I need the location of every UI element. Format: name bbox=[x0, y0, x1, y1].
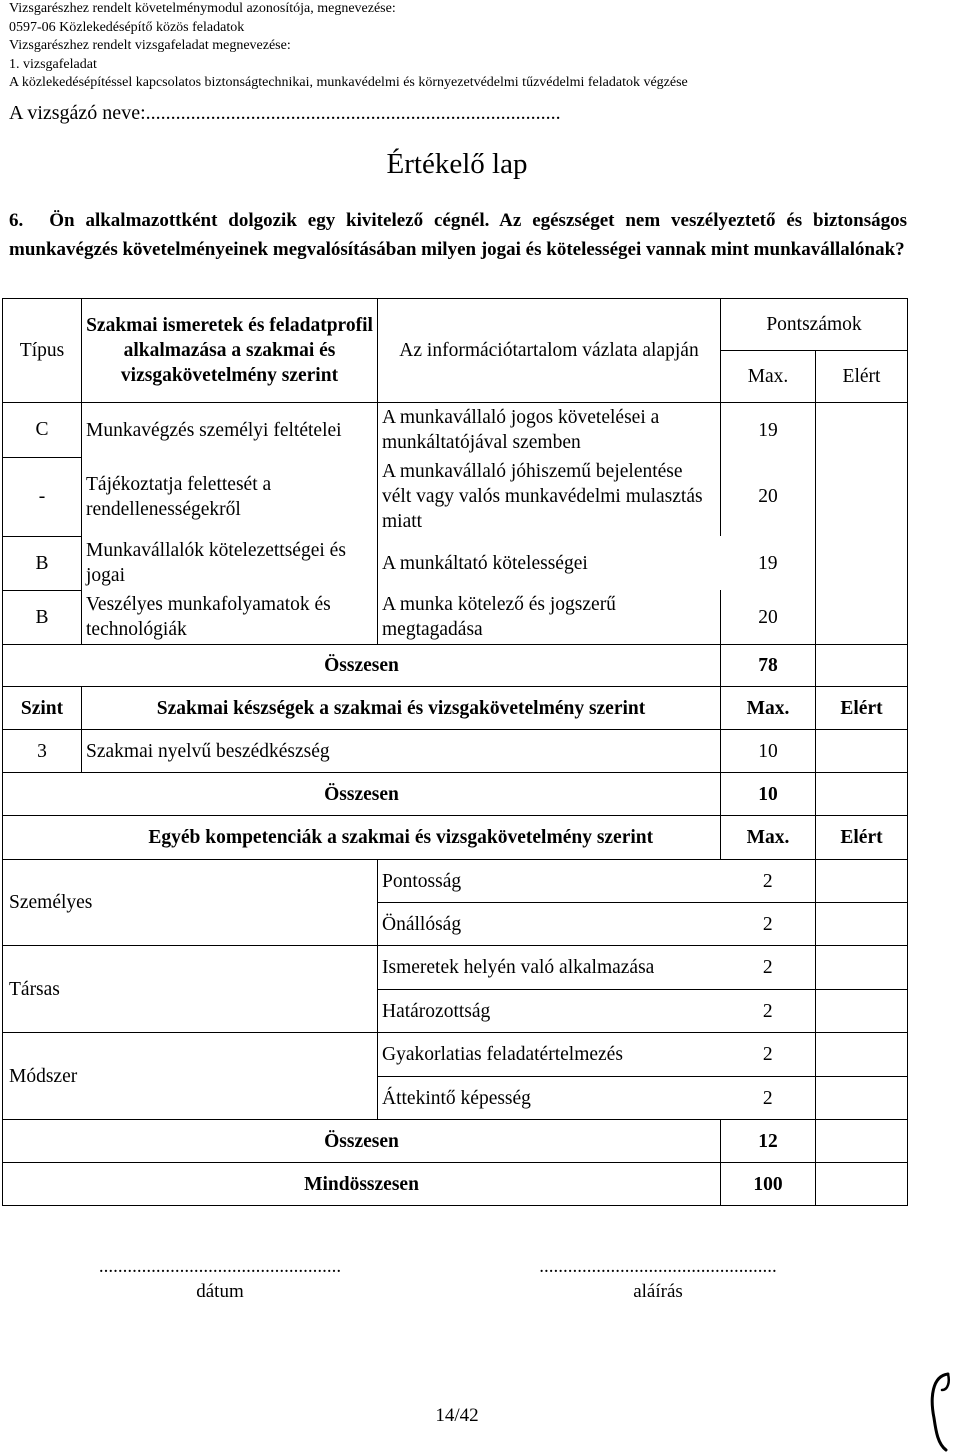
page-title: Értékelő lap bbox=[386, 148, 528, 180]
skills-total-label: Összesen bbox=[3, 773, 721, 816]
row-max: 19 bbox=[721, 536, 816, 590]
col-type-header: Típus bbox=[3, 299, 82, 403]
document-header bbox=[9, 0, 688, 93]
item-max: 2 bbox=[721, 1077, 816, 1120]
table-row bbox=[3, 730, 908, 773]
item-achieved[interactable] bbox=[816, 946, 908, 990]
skill-level: 3 bbox=[3, 730, 82, 773]
header-line-1: Vizsgarészhez rendelt követelménymodul azonosítója, megnevezése: bbox=[9, 1, 396, 16]
item-max: 2 bbox=[721, 903, 816, 946]
skills-max-header: Max. bbox=[721, 687, 816, 730]
row-profile: Tájékoztatja felettesét a rendellenességekről bbox=[82, 457, 378, 536]
table-row bbox=[3, 590, 908, 645]
table-row bbox=[3, 946, 908, 990]
group-method: Módszer bbox=[3, 1033, 378, 1120]
group-personal: Személyes bbox=[3, 860, 378, 946]
date-signature-block bbox=[80, 1254, 360, 1304]
item-achieved[interactable] bbox=[816, 990, 908, 1033]
knowledge-total-achieved[interactable] bbox=[816, 645, 908, 687]
item-achieved[interactable] bbox=[816, 860, 908, 903]
item-name: Önállóság bbox=[378, 903, 721, 946]
grand-total-row bbox=[3, 1163, 908, 1206]
header-line-2: 0597-06 Közlekedésépítő közös feladatok bbox=[9, 19, 245, 35]
item-achieved[interactable] bbox=[816, 903, 908, 946]
signature-block bbox=[518, 1254, 798, 1304]
date-dots: ................................................... bbox=[98, 1256, 342, 1277]
other-title: Egyéb kompetenciák a szakmai és vizsgakövetelmény szerint bbox=[82, 816, 721, 860]
evaluation-table bbox=[2, 298, 908, 1206]
signature-dots: .................................................. bbox=[539, 1256, 777, 1277]
table-row bbox=[3, 536, 908, 590]
item-name: Pontosság bbox=[378, 860, 721, 903]
row-profile: Munkavégzés személyi feltételei bbox=[82, 403, 378, 458]
row-type: C bbox=[3, 403, 82, 458]
item-achieved[interactable] bbox=[816, 1033, 908, 1077]
skills-header-row bbox=[3, 687, 908, 730]
row-type: B bbox=[3, 536, 82, 590]
question-number: 6. bbox=[9, 210, 24, 231]
date-label: dátum bbox=[196, 1281, 244, 1302]
table-row bbox=[3, 1033, 908, 1077]
grand-total-value: 100 bbox=[721, 1163, 816, 1206]
row-info: A munkavállaló jóhiszemű bejelentése vélt vagy valós munkavédelmi mulasztás miatt bbox=[378, 457, 721, 536]
knowledge-total-label: Összesen bbox=[3, 645, 721, 687]
group-social: Társas bbox=[3, 946, 378, 1033]
grand-total-label: Mindösszesen bbox=[3, 1163, 721, 1206]
item-name: Határozottság bbox=[378, 990, 721, 1033]
item-max: 2 bbox=[721, 946, 816, 990]
table-row bbox=[3, 457, 908, 536]
row-type: - bbox=[3, 457, 82, 536]
col-profile-header: Szakmai ismeretek és feladatprofil alkalmazása a szakmai és vizsgakövetelmény szerint bbox=[82, 299, 378, 403]
skills-total-row bbox=[3, 773, 908, 816]
item-name: Gyakorlatias feladatértelmezés bbox=[378, 1033, 721, 1077]
knowledge-total-value: 78 bbox=[721, 645, 816, 687]
skill-name: Szakmai nyelvű beszédkészség bbox=[82, 730, 721, 773]
skills-total-value: 10 bbox=[721, 773, 816, 816]
col-achieved-header: Elért bbox=[816, 351, 908, 403]
col-info-header: Az információtartalom vázlata alapján bbox=[378, 299, 721, 403]
item-name: Ismeretek helyén való alkalmazása bbox=[378, 946, 721, 990]
item-name: Áttekintő képesség bbox=[378, 1077, 721, 1120]
row-info: A munka kötelező és jogszerű megtagadása bbox=[378, 590, 721, 645]
row-achieved[interactable] bbox=[816, 457, 908, 536]
knowledge-header-row bbox=[3, 299, 908, 351]
skills-total-achieved[interactable] bbox=[816, 773, 908, 816]
col-max-header: Max. bbox=[721, 351, 816, 403]
page-number: 14/42 bbox=[435, 1405, 479, 1426]
other-achieved-header: Elért bbox=[816, 816, 908, 860]
row-type: B bbox=[3, 590, 82, 645]
row-info: A munkáltató kötelességei bbox=[378, 536, 721, 590]
other-total-value: 12 bbox=[721, 1120, 816, 1163]
row-achieved[interactable] bbox=[816, 403, 908, 458]
item-max: 2 bbox=[721, 1033, 816, 1077]
other-total-row bbox=[3, 1120, 908, 1163]
row-max: 19 bbox=[721, 403, 816, 458]
skills-achieved-header: Elért bbox=[816, 687, 908, 730]
knowledge-total-row bbox=[3, 645, 908, 687]
row-profile: Munkavállalók kötelezettségei és jogai bbox=[82, 536, 378, 590]
row-profile: Veszélyes munkafolyamatok és technológiák bbox=[82, 590, 378, 645]
col-level-header: Szint bbox=[3, 687, 82, 730]
row-max: 20 bbox=[721, 457, 816, 536]
other-header-row bbox=[3, 816, 908, 860]
other-max-header: Max. bbox=[721, 816, 816, 860]
skill-achieved[interactable] bbox=[816, 730, 908, 773]
other-total-label: Összesen bbox=[3, 1120, 721, 1163]
row-max: 20 bbox=[721, 590, 816, 645]
header-line-3: Vizsgarészhez rendelt vizsgafeladat megnevezése: bbox=[9, 38, 291, 54]
table-row bbox=[3, 860, 908, 903]
item-max: 2 bbox=[721, 990, 816, 1033]
row-info: A munkavállaló jogos követelései a munkáltatójával szemben bbox=[378, 403, 721, 458]
skill-max: 10 bbox=[721, 730, 816, 773]
col-points-header: Pontszámok bbox=[721, 299, 908, 351]
header-line-5: A közlekedésépítéssel kapcsolatos biztonságtechnikai, munkavédelmi és környezetvédelmi tűzvédelmi feladatok végzése bbox=[9, 75, 688, 91]
signature-label: aláírás bbox=[633, 1281, 683, 1302]
grand-total-achieved[interactable] bbox=[816, 1163, 908, 1206]
item-achieved[interactable] bbox=[816, 1077, 908, 1120]
question bbox=[9, 206, 907, 264]
table-row bbox=[3, 403, 908, 458]
row-achieved[interactable] bbox=[816, 590, 908, 645]
examinee-name-field: A vizsgázó neve:................................................................................... bbox=[9, 102, 561, 124]
handwritten-mark-icon bbox=[918, 1368, 958, 1452]
other-total-achieved[interactable] bbox=[816, 1120, 908, 1163]
row-achieved[interactable] bbox=[816, 536, 908, 590]
question-text: Ön alkalmazottként dolgozik egy kivitelező cégnél. Az egészséget nem veszélyeztető és biztonságos munkavégzés követelményeinek megvalósításában milyen jogai és kötelességei vannak mint munkavállalónak? bbox=[9, 210, 907, 260]
header-line-4: 1. vizsgafeladat bbox=[9, 56, 97, 72]
item-max: 2 bbox=[721, 860, 816, 903]
skills-title: Szakmai készségek a szakmai és vizsgakövetelmény szerint bbox=[82, 687, 721, 730]
